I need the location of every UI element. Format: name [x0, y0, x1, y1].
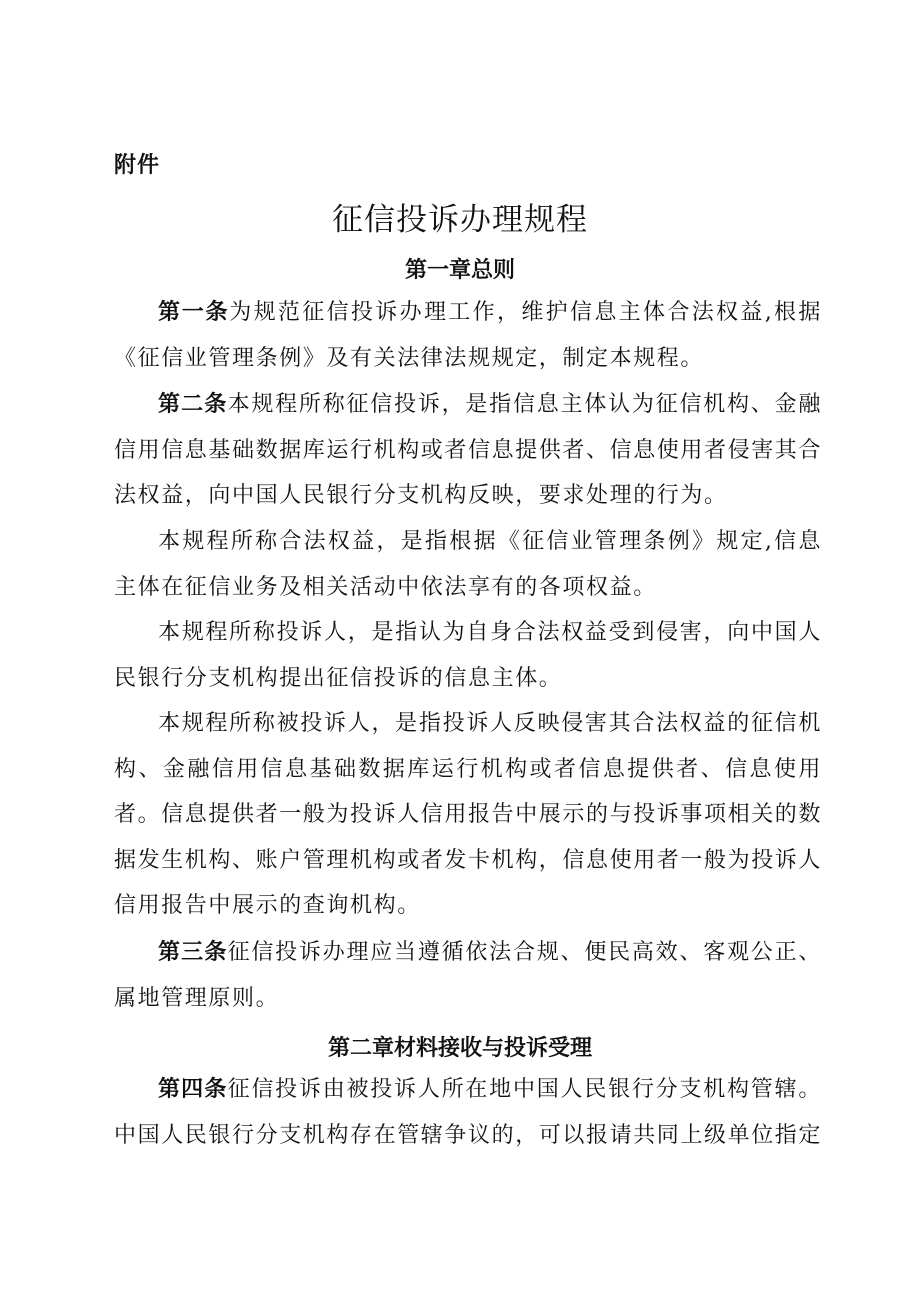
- article-paragraph: [114, 1067, 822, 1158]
- paragraph-text: 本规程所称被投诉人，是指投诉人反映侵害其合法权益的征信机构、金融信用信息基础数据库运行机构或者信息提供者、信息使用者。信息提供者一般为投诉人信用报告中展示的与投诉事项相关的数据发生机构、账户管理机构或者发卡机构，信息使用者一般为投诉人信用报告中展示的查询机构。: [114, 711, 823, 918]
- body-paragraph: [114, 519, 822, 610]
- chapter-heading: 第一章总则: [404, 258, 515, 283]
- article-label: 第一条: [158, 300, 230, 325]
- paragraph-text: 本规程所称投诉人，是指认为自身合法权益受到侵害，向中国人民银行分支机构提出征信投诉的信息主体。: [114, 620, 822, 691]
- article-text: 本规程所称征信投诉，是指信息主体认为征信机构、金融信用信息基础数据库运行机构或者信息提供者、信息使用者侵害其合法权益，向中国人民银行分支机构反映，要求处理的行为。: [114, 392, 823, 508]
- article-text: 征信投诉由被投诉人所在地中国人民银行分支机构管辖。中国人民银行分支机构存在管辖争议的，可以报请共同上级单位指定: [114, 1077, 823, 1148]
- article-text: 为规范征信投诉办理工作，维护信息主体合法权益,根据《征信业管理条例》及有关法律法规规定，制定本规程。: [114, 300, 822, 371]
- article-label: 第四条: [158, 1077, 228, 1102]
- paragraph-text: 本规程所称合法权益，是指根据《征信业管理条例》规定,信息主体在征信业务及相关活动中依法享有的各项权益。: [114, 529, 822, 600]
- article-paragraph: [114, 290, 822, 381]
- article-text: 征信投诉办理应当遵循依法合规、便民高效、客观公正、属地管理原则。: [114, 940, 822, 1011]
- article-label: 第二条: [158, 392, 228, 417]
- document-title: 征信投诉办理规程: [332, 202, 588, 238]
- article-paragraph: [114, 382, 822, 519]
- article-paragraph: [114, 930, 822, 1021]
- body-paragraph: [114, 610, 822, 701]
- chapter-heading: 第二章材料接收与投诉受理: [327, 1036, 592, 1061]
- attachment-label: 附件: [114, 153, 161, 178]
- body-paragraph: [114, 701, 822, 929]
- article-label: 第三条: [158, 940, 228, 965]
